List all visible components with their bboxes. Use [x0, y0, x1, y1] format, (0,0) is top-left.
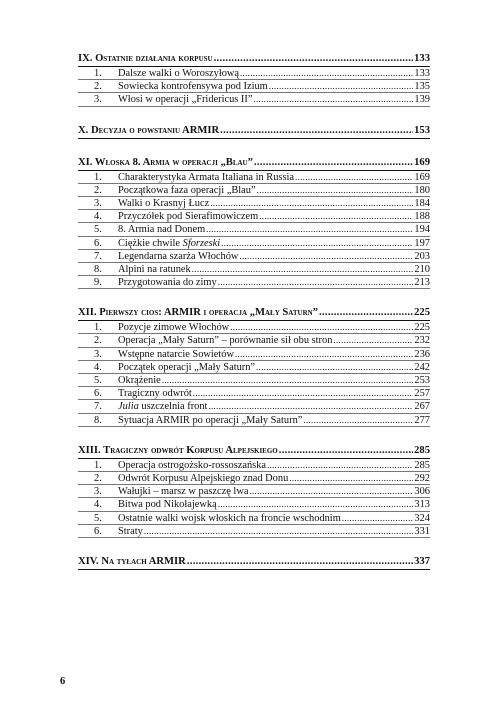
toc-entry[interactable] — [78, 223, 430, 236]
entry-title — [118, 401, 207, 413]
dot-leader — [206, 223, 413, 236]
entry-title-text: Odwrót Korpusu Alpejskiego znad Donu — [118, 472, 289, 484]
dot-leader — [240, 67, 413, 80]
entry-title-text: Charakterystyka Armata Italiana in Russia — [118, 171, 295, 183]
toc-chapter — [78, 52, 430, 107]
entry-page: 194 — [414, 224, 430, 236]
dot-leader — [221, 237, 413, 250]
entry-page: 225 — [414, 322, 430, 334]
entry-page: 133 — [414, 68, 430, 79]
chapter-heading[interactable] — [78, 306, 430, 321]
entry-title-text: Przygotowania do zimy — [118, 277, 217, 289]
entry-number: 1. — [94, 68, 102, 79]
toc-entry[interactable] — [78, 498, 430, 511]
entry-page: 188 — [414, 211, 430, 223]
toc-entry[interactable] — [78, 485, 430, 498]
toc-chapter — [78, 444, 430, 538]
entry-title-text: Tragiczny odwrót — [118, 388, 192, 400]
dot-leader — [259, 210, 413, 223]
entry-title-text: Sytuacja ARMIR po operacji „Mały Saturn” — [118, 414, 303, 426]
entry-page: 210 — [414, 263, 430, 275]
chapter-heading[interactable] — [78, 555, 430, 570]
toc-entry[interactable] — [78, 414, 430, 427]
chapter-title: XIV. Na tyłach ARMIR — [78, 555, 186, 567]
chapter-title: XII. Pierwszy cios: ARMIR i operacja „Mały Saturn” — [78, 307, 318, 319]
entry-page: 139 — [414, 94, 430, 106]
entry-title — [118, 211, 258, 223]
entry-number: 2. — [94, 81, 102, 93]
entry-number: 2. — [94, 472, 102, 484]
entry-title-text: Bitwa pod Nikołajewką — [118, 499, 217, 511]
entry-number: 5. — [94, 375, 102, 386]
entry-number: 4. — [94, 361, 102, 373]
entry-title — [118, 251, 238, 263]
entry-page: 277 — [414, 414, 430, 426]
toc-chapter — [78, 124, 430, 139]
entry-title-italic: Julia — [118, 401, 139, 413]
chapter-heading[interactable] — [78, 52, 430, 67]
entry-title-text: Pozycje zimowe Włochów — [118, 322, 230, 334]
dot-leader — [162, 374, 414, 387]
entry-title-text: Początek operacji „Mały Saturn” — [118, 361, 256, 373]
dot-leader — [267, 459, 413, 472]
entry-title-text: 8. Armia nad Donem — [118, 224, 206, 236]
entry-page: 203 — [414, 250, 430, 262]
dot-leader — [144, 525, 414, 538]
entry-title — [118, 526, 143, 538]
entry-number: 9. — [94, 277, 102, 289]
toc-entry[interactable] — [78, 321, 430, 334]
toc-entry[interactable] — [78, 171, 430, 184]
dot-leader — [279, 444, 413, 458]
entry-page: 324 — [414, 512, 430, 524]
entry-title-text: Włosi w operacji „Fridericus II” — [118, 94, 253, 106]
entry-title-text: Okrążenie — [118, 375, 161, 386]
entry-number: 7. — [94, 401, 102, 413]
entry-title — [118, 486, 248, 498]
chapter-heading[interactable] — [78, 444, 430, 459]
entry-number: 8. — [94, 263, 102, 275]
dot-leader — [220, 124, 413, 138]
dot-leader — [239, 250, 413, 263]
entry-title-text: Sowiecka kontrofensywa pod Izium — [118, 81, 268, 93]
entry-title — [118, 362, 255, 374]
toc-entry[interactable] — [78, 374, 430, 387]
entry-title-text: uszczelnia front — [138, 401, 208, 413]
chapter-heading[interactable] — [78, 124, 430, 139]
entry-title-text: Operacja ostrogożsko-rossoszańska — [118, 459, 267, 471]
entry-number: 5. — [94, 512, 102, 524]
dot-leader — [319, 306, 413, 320]
entry-title — [118, 224, 205, 236]
entry-number: 2. — [94, 184, 102, 196]
toc-entry[interactable] — [78, 197, 430, 210]
chapter-heading[interactable] — [78, 156, 430, 171]
entry-title — [118, 185, 256, 197]
toc-chapter — [78, 555, 430, 570]
table-of-contents — [78, 52, 430, 587]
toc-chapter — [78, 156, 430, 290]
entry-title — [118, 264, 191, 276]
entry-title-text: Wałujki – marsz w paszczę lwa — [118, 486, 249, 498]
entry-title-text: Dalsze walki o Woroszyłową — [118, 68, 240, 79]
entry-page: 135 — [414, 81, 430, 93]
toc-entry[interactable] — [78, 400, 430, 413]
entry-title-text: Straty — [118, 525, 143, 537]
entry-title — [118, 375, 161, 387]
entry-title — [118, 94, 252, 106]
dot-leader — [256, 361, 413, 374]
dot-leader — [210, 197, 413, 210]
toc-entry[interactable] — [78, 210, 430, 223]
toc-entry[interactable] — [78, 459, 430, 472]
dot-leader — [218, 276, 414, 289]
entry-title — [118, 349, 234, 361]
entry-number: 2. — [94, 335, 102, 347]
entry-title-text: Alpini na ratunek — [118, 263, 191, 275]
entry-title — [118, 172, 294, 184]
dot-leader — [249, 485, 413, 498]
toc-entry[interactable] — [78, 250, 430, 263]
entry-page: 267 — [414, 401, 430, 413]
page-number: 6 — [60, 676, 66, 687]
toc-entry[interactable] — [78, 67, 430, 80]
toc-chapter — [78, 306, 430, 427]
entry-page: 232 — [414, 335, 430, 347]
toc-entry[interactable] — [78, 237, 430, 250]
dot-leader — [257, 184, 414, 197]
toc-entry[interactable] — [78, 184, 430, 197]
toc-entry[interactable] — [78, 472, 430, 485]
entry-page: 213 — [414, 277, 430, 289]
entry-title-text: Walki o Krasnyj Łucz — [118, 197, 210, 209]
chapter-page: 153 — [414, 124, 430, 136]
dot-leader — [208, 400, 413, 413]
entry-number: 5. — [94, 224, 102, 236]
dot-leader — [289, 472, 413, 485]
entry-page: 242 — [414, 361, 430, 373]
entry-title — [118, 322, 229, 334]
entry-page: 313 — [414, 499, 430, 511]
entry-title — [118, 460, 266, 472]
entry-title — [118, 238, 220, 250]
entry-title-text: Legendarna szarża Włochów — [118, 250, 239, 262]
entry-number: 1. — [94, 459, 102, 471]
entry-page: 197 — [414, 237, 430, 249]
entry-title-text: Przyczółek pod Sierafimowiczem — [118, 211, 259, 223]
dot-leader — [303, 414, 413, 427]
entry-number: 6. — [94, 237, 102, 249]
chapter-page: 169 — [414, 156, 430, 168]
dot-leader — [253, 93, 413, 106]
dot-leader — [333, 334, 413, 347]
dot-leader — [295, 171, 413, 184]
toc-entry[interactable] — [78, 512, 430, 525]
entry-number: 3. — [94, 94, 102, 106]
entry-page: 236 — [414, 348, 430, 360]
toc-entry[interactable] — [78, 361, 430, 374]
chapter-title: IX. Ostatnie działania korpusu — [78, 53, 213, 64]
chapter-page: 285 — [414, 444, 430, 456]
entry-title — [118, 277, 217, 289]
entry-page: 184 — [414, 197, 430, 209]
dot-leader — [230, 321, 413, 334]
chapter-title: X. Decyzja o powstaniu ARMIR — [78, 124, 220, 136]
entry-page: 257 — [414, 388, 430, 400]
entry-number: 7. — [94, 250, 102, 262]
entry-title-text: Operacja „Mały Saturn” – porównanie sił obu stron — [118, 335, 333, 347]
entry-number: 4. — [94, 211, 102, 223]
entry-page: 306 — [414, 486, 430, 498]
toc-entry[interactable] — [78, 348, 430, 361]
entry-title-text: Początkowa faza operacji „Blau” — [118, 184, 256, 196]
chapter-title: XI. Włoska 8. Armia w operacji „Blau” — [78, 156, 253, 168]
dot-leader — [254, 156, 413, 170]
entry-page: 285 — [414, 459, 430, 471]
entry-title — [118, 499, 217, 511]
dot-leader — [269, 80, 414, 93]
entry-title-text: Ostatnie walki wojsk włoskich na froncie wschodnim — [118, 512, 341, 524]
dot-leader — [214, 52, 414, 66]
toc-entry[interactable] — [78, 93, 430, 106]
toc-entry[interactable] — [78, 263, 430, 276]
entry-title-italic: Sforzeski — [182, 237, 221, 249]
entry-page: 292 — [414, 472, 430, 484]
entry-title — [118, 335, 332, 347]
entry-title — [118, 198, 209, 210]
entry-title — [118, 415, 302, 427]
dot-leader — [193, 387, 414, 400]
toc-entry[interactable] — [78, 387, 430, 400]
entry-title — [118, 513, 341, 525]
entry-number: 6. — [94, 525, 102, 537]
entry-title — [118, 473, 288, 485]
toc-entry[interactable] — [78, 276, 430, 289]
dot-leader — [192, 263, 414, 276]
toc-entry[interactable] — [78, 80, 430, 93]
entry-title — [118, 81, 268, 93]
entry-number: 1. — [94, 171, 102, 183]
entry-page: 331 — [414, 525, 430, 537]
entry-number: 3. — [94, 197, 102, 209]
entry-number: 8. — [94, 414, 102, 426]
entry-title — [118, 388, 192, 400]
entry-number: 1. — [94, 322, 102, 334]
entry-title-text: Wstępne natarcie Sowietów — [118, 348, 234, 360]
toc-entry[interactable] — [78, 525, 430, 538]
toc-entry[interactable] — [78, 334, 430, 347]
entry-number: 6. — [94, 388, 102, 400]
chapter-title: XIII. Tragiczny odwrót Korpusu Alpejskiego — [78, 444, 278, 456]
entry-number: 3. — [94, 486, 102, 498]
chapter-page: 133 — [414, 53, 430, 64]
entry-page: 180 — [414, 184, 430, 196]
entry-number: 3. — [94, 348, 102, 360]
chapter-page: 337 — [414, 555, 430, 567]
entry-page: 253 — [414, 375, 430, 386]
entry-page: 169 — [414, 171, 430, 183]
entry-number: 4. — [94, 499, 102, 511]
dot-leader — [235, 348, 413, 361]
dot-leader — [218, 498, 414, 511]
entry-title-text: Ciężkie chwile — [118, 237, 183, 249]
dot-leader — [187, 555, 413, 569]
dot-leader — [342, 512, 414, 525]
entry-title — [118, 68, 239, 80]
chapter-page: 225 — [414, 307, 430, 319]
